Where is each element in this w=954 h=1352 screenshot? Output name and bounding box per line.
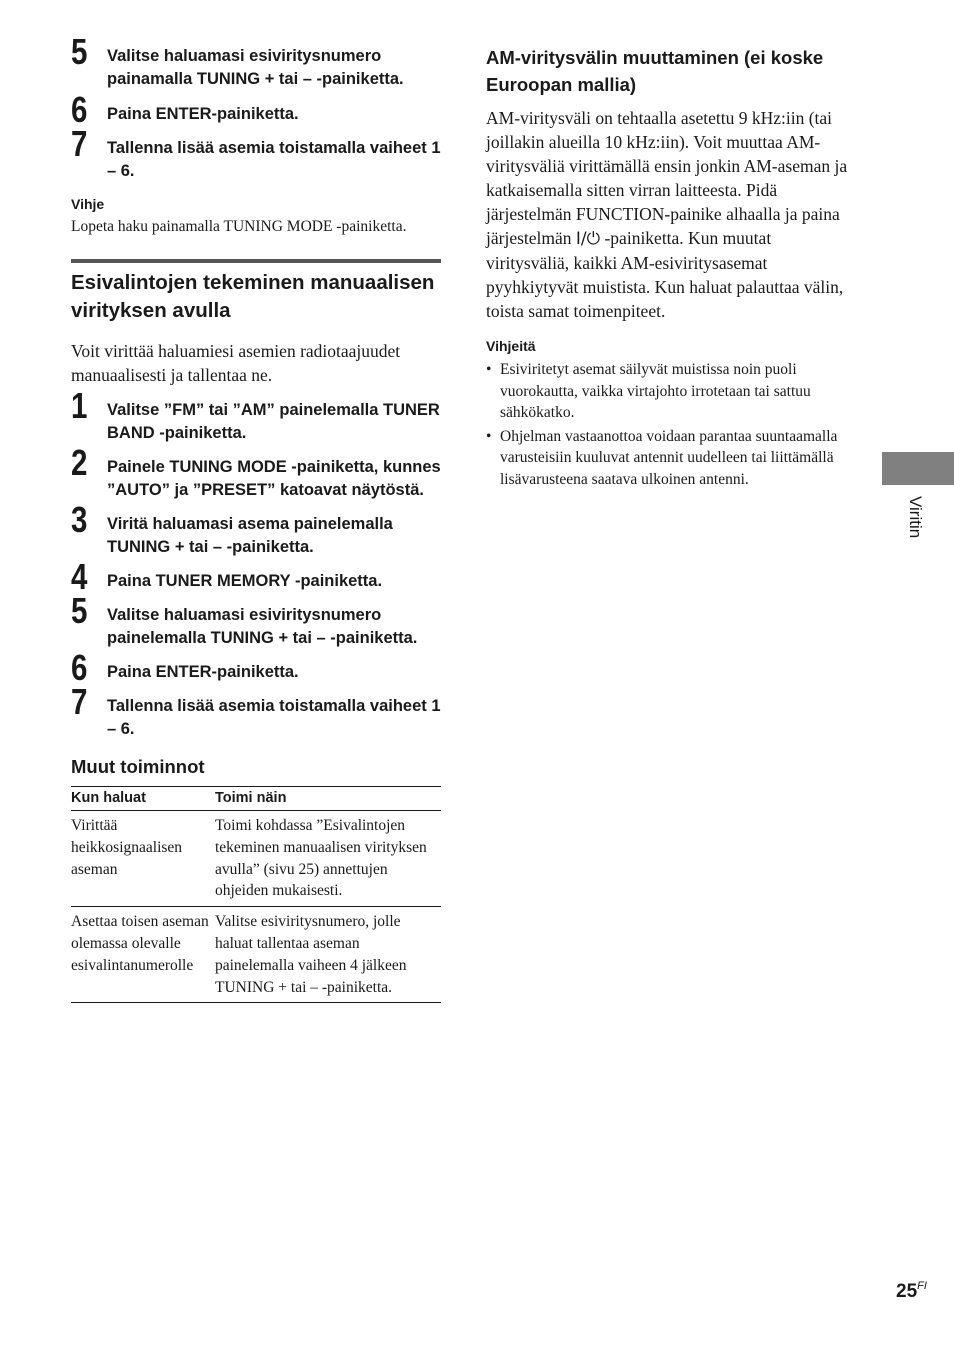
table-cell: Toimi kohdassa ”Esivalintojen tekeminen manuaalisen virityksen avulla” (sivu 25) annettujen ohjeiden mukaisesti. [215,811,441,907]
table-cell: Valitse esiviritysnumero, jolle haluat tallentaa aseman painelemalla vaiheen 4 jälkeen TUNING + tai – -painiketta. [215,907,441,1003]
tip-box [71,195,441,237]
step-6-top [71,89,441,130]
tip-item-text: Esiviritetyt asemat säilyvät muistissa noin puoli vuorokautta, vaikka virtajohto irrotetaan tai sattuu sähkökatko. [500,361,811,421]
bullet-icon: • [486,427,492,445]
step-3 [71,499,441,559]
step-number: 5 [71,590,88,631]
step-text: Tallenna lisää asemia toistamalla vaiheet 1 – 6. [107,697,441,738]
step-number: 4 [71,556,88,597]
page-language-suffix: FI [917,1280,927,1292]
other-functions-heading: Muut toiminnot [71,756,205,777]
manual-intro: Voit virittää haluamiesi asemien radiotaajuudet manuaalisesti ja tallentaa ne. [71,341,401,385]
table-header-row [71,787,441,811]
step-5-top [71,31,441,91]
step-text: Paina ENTER-painiketta. [107,663,299,681]
table-cell: Asettaa toisen aseman olemassa olevalle esivalintanumerolle [71,907,215,1003]
right-column [486,44,856,492]
tip-heading: Vihje [71,196,105,212]
left-column [71,31,441,1003]
section-heading-manual: Esivalintojen tekeminen manuaalisen virityksen avulla [71,271,435,322]
step-number: 7 [71,123,88,164]
step-text: Paina ENTER-painiketta. [107,105,299,123]
bullet-icon: • [486,361,492,378]
step-number: 3 [71,499,88,540]
am-text-part2: -painiketta. Kun muutat viritysväliä, kaikki AM-esiviritysasemat pyyhkiytyvät muistista. Kun haluat palauttaa välin, toista samat toimenpiteet. [486,228,844,321]
step-text: Valitse ”FM” tai ”AM” painelemalla TUNER BAND -painiketta. [107,401,440,442]
step-number: 2 [71,442,88,483]
table-cell: Virittää heikkosignaalisen aseman [71,811,215,907]
step-7 [71,681,441,741]
page-number-value: 25 [896,1281,918,1302]
tip-item-text: Ohjelman vastaanottoa voidaan parantaa suuntaamalla varusteisiin kuuluvat antennit uudelleen tai liittämällä lisävarusteena saatava ulkoinen antenni. [500,427,838,488]
step-text: Tallenna lisää asemia toistamalla vaiheet 1 – 6. [107,139,441,180]
step-text: Valitse haluamasi esiviritysnumero painelemalla TUNING + tai – -painiketta. [107,606,418,647]
step-text: Paina TUNER MEMORY -painiketta. [107,572,383,590]
step-2 [71,442,441,502]
section-divider [71,259,441,263]
am-paragraph [486,106,856,323]
page-number [896,1280,927,1303]
power-icon: I/⏻ [575,229,601,249]
step-text: Valitse haluamasi esiviritysnumero painamalla TUNING + tai – -painiketta. [107,47,404,88]
functions-table [71,786,441,1003]
am-section-heading: AM-viritysvälin muuttaminen (ei koske Euroopan mallia) [486,47,824,95]
step-text: Viritä haluamasi asema painelemalla TUNING + tai – -painiketta. [107,515,393,556]
am-text-part1: AM-viritysväli on tehtaalla asetettu 9 kHz:iin (tai joillakin alueilla 10 kHz:iin). Voit muuttaa AM-viritysväliä virittämällä ensin jonkin AM-aseman ja katkaisemalla sitten virran laitteesta. Pidä järjestelmän FUNCTION-painike alhaalla ja paina järjestelmän [486,108,848,248]
tip-text: Lopeta haku painamalla TUNING MODE -painiketta. [71,218,407,235]
step-number: 6 [71,647,88,688]
step-6 [71,647,441,688]
step-number: 1 [71,385,88,426]
tips-list [486,359,856,490]
step-number: 6 [71,89,88,130]
side-tab-marker [882,452,954,485]
side-tab-label: Viritin [906,496,925,539]
tips-box [486,337,856,490]
column-header: Kun haluat [71,787,215,811]
list-item [486,426,856,491]
column-header: Toimi näin [215,787,441,811]
list-item [486,359,856,424]
step-1 [71,385,441,445]
step-4 [71,556,441,597]
step-number: 5 [71,31,88,72]
step-7-top [71,123,441,183]
tips-heading: Vihjeitä [486,338,536,354]
step-number: 7 [71,681,88,722]
step-text: Painele TUNING MODE -painiketta, kunnes ”AUTO” ja ”PRESET” katoavat näytöstä. [107,458,441,499]
step-5 [71,590,441,650]
table-row [71,811,441,907]
table-row [71,907,441,1003]
